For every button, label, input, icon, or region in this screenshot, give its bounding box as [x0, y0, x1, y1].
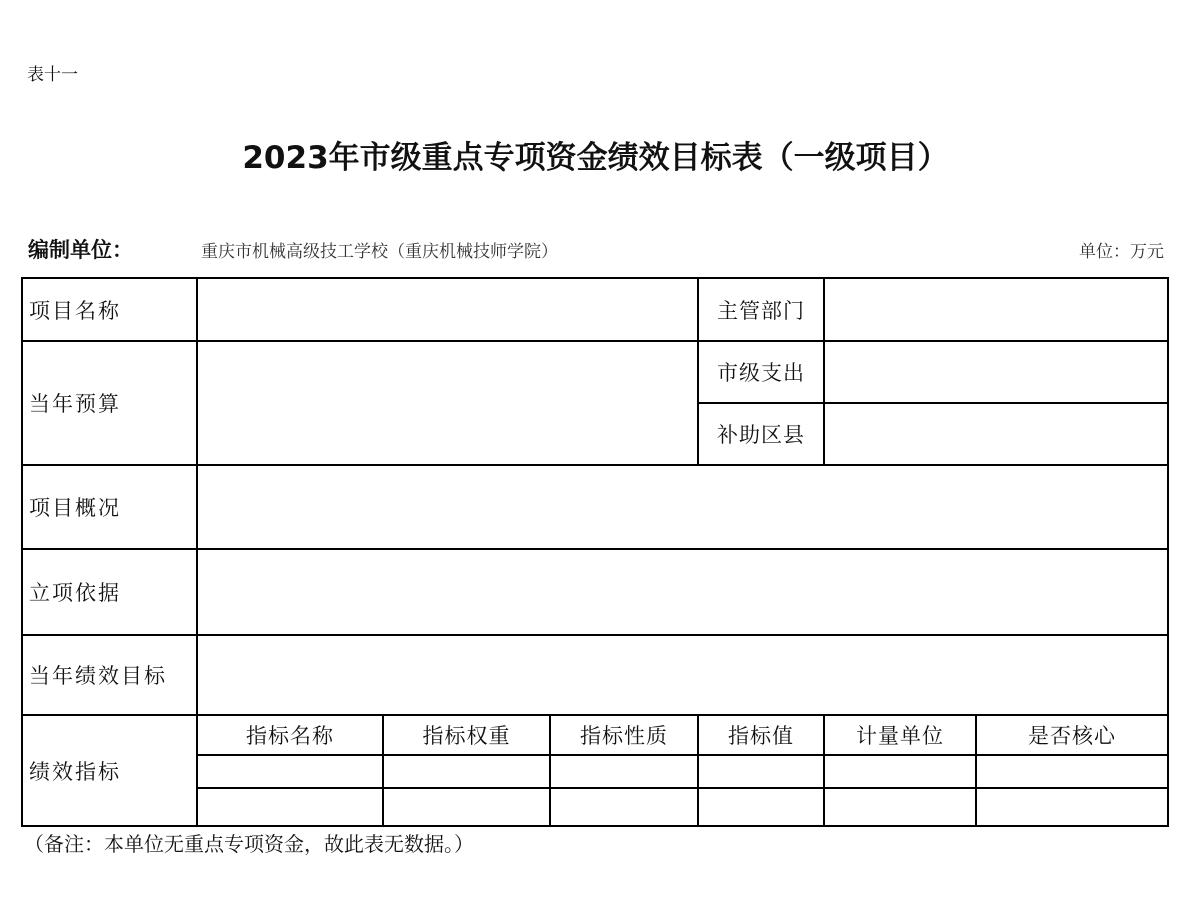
indicator-cell: [698, 788, 824, 826]
org-value: 重庆市机械高级技工学校（重庆机械技师学院）: [201, 242, 558, 262]
budget-label: 当年预算: [22, 341, 197, 465]
department-value: [824, 278, 1168, 341]
indicators-label: 绩效指标: [22, 715, 197, 826]
overview-label: 项目概况: [22, 465, 197, 549]
department-label: 主管部门: [698, 278, 824, 341]
basis-value: [197, 549, 1168, 635]
indicator-header-core: 是否核心: [976, 715, 1168, 755]
indicator-cell: [197, 755, 383, 788]
project-name-value: [197, 278, 698, 341]
basis-label: 立项依据: [22, 549, 197, 635]
budget-value: [197, 341, 698, 465]
indicator-header-weight: 指标权重: [383, 715, 550, 755]
indicator-header-nature: 指标性质: [550, 715, 698, 755]
district-subsidy-label: 补助区县: [698, 403, 824, 465]
indicator-cell: [824, 755, 976, 788]
indicator-cell: [550, 755, 698, 788]
indicator-cell: [976, 788, 1168, 826]
indicator-cell: [550, 788, 698, 826]
indicator-header-name: 指标名称: [197, 715, 383, 755]
project-name-label: 项目名称: [22, 278, 197, 341]
footnote: （备注：本单位无重点专项资金，故此表无数据。）: [24, 832, 474, 856]
district-subsidy-value: [824, 403, 1168, 465]
table-number: 表十一: [27, 65, 78, 85]
indicator-cell: [976, 755, 1168, 788]
goal-value: [197, 635, 1168, 715]
goal-label: 当年绩效目标: [22, 635, 197, 715]
indicator-cell: [698, 755, 824, 788]
indicator-cell: [824, 788, 976, 826]
page-title: 2023年市级重点专项资金绩效目标表（一级项目）: [242, 140, 949, 176]
org-label: 编制单位：: [28, 237, 133, 262]
city-expense-value: [824, 341, 1168, 403]
indicator-cell: [383, 755, 550, 788]
overview-value: [197, 465, 1168, 549]
city-expense-label: 市级支出: [698, 341, 824, 403]
indicator-cell: [197, 788, 383, 826]
performance-target-table: [21, 277, 1169, 827]
indicator-header-value: 指标值: [698, 715, 824, 755]
unit-note: 单位：万元: [1079, 242, 1164, 262]
indicator-cell: [383, 788, 550, 826]
indicator-header-unit: 计量单位: [824, 715, 976, 755]
